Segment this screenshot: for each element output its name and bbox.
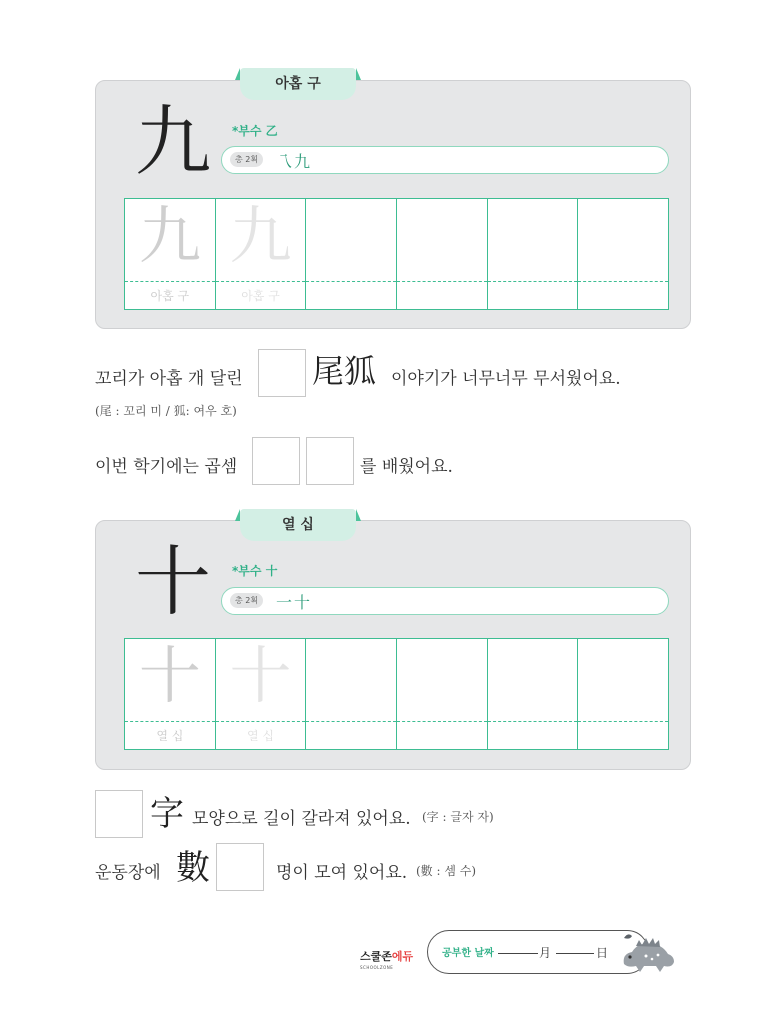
guide-line <box>216 721 306 722</box>
guide-line <box>397 281 487 282</box>
study-date-field <box>427 930 649 974</box>
guide-line <box>125 721 215 722</box>
practice-cell[interactable] <box>216 639 307 749</box>
practice-cell[interactable] <box>216 199 307 309</box>
dinosaur-mascot-icon <box>620 930 676 974</box>
practice-cell[interactable] <box>125 199 216 309</box>
practice-cell[interactable] <box>397 639 488 749</box>
practice-cell[interactable] <box>306 639 397 749</box>
practice-cell[interactable] <box>578 199 668 309</box>
radical-info-nine: *부수 乙 <box>232 124 278 138</box>
sentence-4-before: 운동장에 <box>95 863 161 883</box>
logo-edu: 에듀 <box>391 950 414 963</box>
practice-cell[interactable] <box>488 639 579 749</box>
sentence-1-before: 꼬리가 아홉 개 달린 <box>95 369 243 389</box>
day-input-line[interactable] <box>556 953 594 954</box>
answer-box[interactable] <box>216 843 264 891</box>
sentence-3-after: 모양으로 길이 갈라져 있어요. <box>192 809 411 829</box>
stroke-count-badge: 총 2획 <box>230 152 263 167</box>
sentence-3-hanja: 字 <box>150 794 184 834</box>
guide-line <box>397 721 487 722</box>
trace-character: 九 <box>138 199 201 272</box>
study-date-label: 공부한 날짜 <box>442 948 494 959</box>
schoolzone-logo <box>360 948 413 970</box>
practice-grid-nine <box>124 198 669 310</box>
guide-line <box>306 721 396 722</box>
practice-cell[interactable] <box>125 639 216 749</box>
guide-line <box>488 281 578 282</box>
trace-character: 九 <box>229 199 292 272</box>
stroke-bar-ten <box>221 587 669 615</box>
sentence-4-hanja: 數 <box>176 848 210 888</box>
guide-line <box>306 281 396 282</box>
radical-info-ten: *부수 十 <box>232 564 278 578</box>
trace-label: 열 십 <box>156 729 184 743</box>
tab-label-nine: 아홉 구 <box>240 68 356 100</box>
practice-cell[interactable] <box>397 199 488 309</box>
stroke-order: 一十 <box>276 593 313 612</box>
trace-label: 아홉 구 <box>241 289 280 303</box>
answer-box[interactable] <box>258 349 306 397</box>
sentence-4-note: (數 : 셈 수) <box>416 864 477 878</box>
sentence-1-hanja: 尾狐 <box>312 352 377 390</box>
answer-box[interactable] <box>252 437 300 485</box>
main-character-nine: 九 <box>135 97 211 186</box>
sentence-2-after: 를 배웠어요. <box>360 457 453 477</box>
logo-sub: SCHOOLZONE <box>360 965 394 970</box>
tab-label-ten: 열 십 <box>240 509 356 541</box>
trace-label: 아홉 구 <box>150 289 190 303</box>
trace-label: 열 십 <box>247 729 274 743</box>
guide-line <box>488 721 578 722</box>
sentence-4-after: 명이 모여 있어요. <box>276 863 408 883</box>
guide-line <box>216 281 306 282</box>
sentence-2-before: 이번 학기에는 곱셈 <box>95 457 238 477</box>
day-unit: 日 <box>596 946 609 960</box>
answer-box[interactable] <box>306 437 354 485</box>
month-input-line[interactable] <box>498 953 538 954</box>
sentence-3-note: (字 : 글자 자) <box>422 810 494 824</box>
trace-character: 十 <box>229 639 292 712</box>
guide-line <box>578 281 668 282</box>
stroke-bar-nine <box>221 146 669 174</box>
practice-cell[interactable] <box>578 639 668 749</box>
guide-line <box>125 281 215 282</box>
logo-main: 스쿨존 <box>360 950 392 963</box>
month-unit: 月 <box>539 946 552 960</box>
sentence-1-note: (尾 : 꼬리 미 / 狐: 여우 호) <box>95 404 237 418</box>
stroke-order: 乁九 <box>276 152 313 171</box>
main-character-ten: 十 <box>135 537 211 626</box>
stroke-count-badge: 총 2획 <box>230 593 263 608</box>
answer-box[interactable] <box>95 790 143 838</box>
sentence-1-after: 이야기가 너무너무 무서웠어요. <box>391 369 621 389</box>
practice-cell[interactable] <box>306 199 397 309</box>
guide-line <box>578 721 668 722</box>
practice-grid-ten <box>124 638 669 750</box>
trace-character: 十 <box>138 639 201 712</box>
practice-cell[interactable] <box>488 199 579 309</box>
